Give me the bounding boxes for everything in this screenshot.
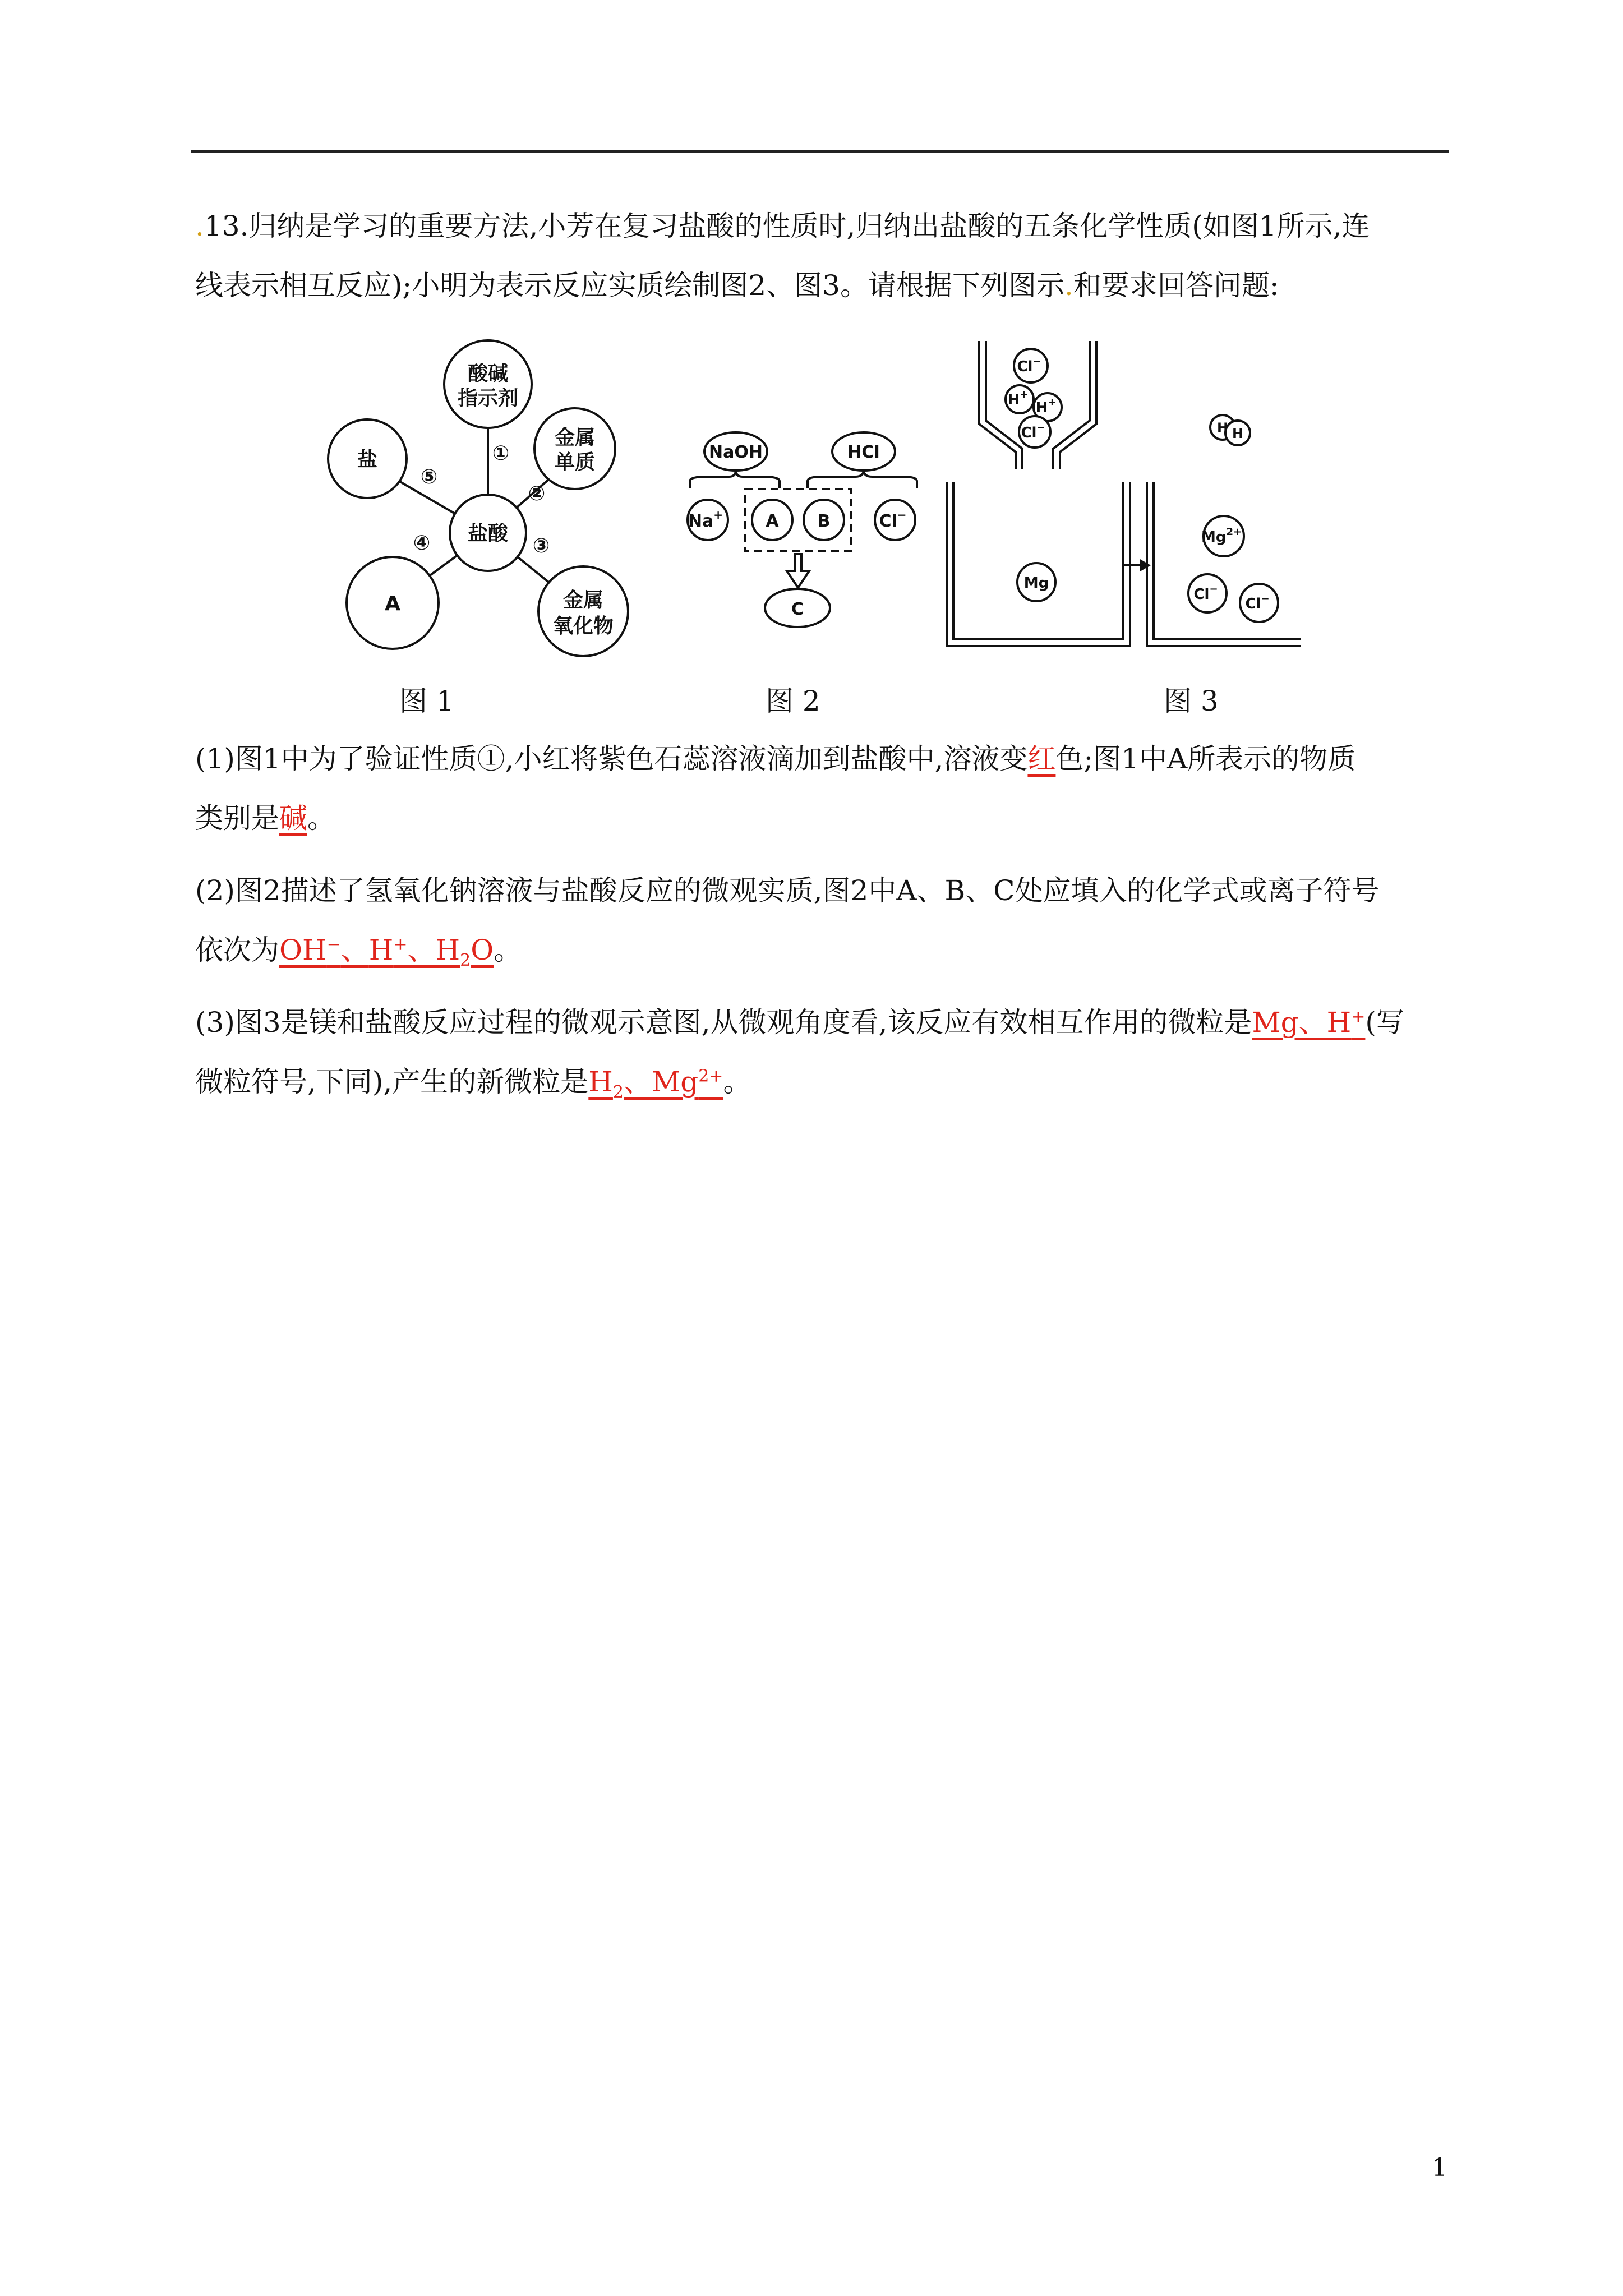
fig2-b: B bbox=[817, 511, 831, 531]
q2-h-charge: + bbox=[393, 934, 408, 955]
question-text-2b: 和要求回答问题: bbox=[1073, 269, 1279, 302]
fig1-oxide-1: 金属 bbox=[562, 589, 604, 612]
fig3-cl-symbol: Cl bbox=[1193, 586, 1210, 603]
q1-text-1: (1)图1中为了验证性质①,小红将紫色石蕊溶液滴加到盐酸中,溶液变 bbox=[195, 743, 1028, 775]
q2-line-2 bbox=[195, 920, 1451, 980]
fig2-a: A bbox=[766, 511, 779, 531]
question-text-2a: 线表示相互反应);小明为表示反应实质绘制图2、图3。请根据下列图示 bbox=[195, 269, 1064, 302]
fig2-cl-symbol: Cl bbox=[879, 511, 897, 531]
q3-h2-h: H bbox=[588, 1066, 613, 1098]
fig1-n3: ③ bbox=[532, 534, 550, 557]
q1-text-3: 类别是 bbox=[195, 802, 279, 835]
fig1-salt: 盐 bbox=[357, 448, 378, 471]
sub-question-2 bbox=[195, 861, 1451, 980]
q2-oh: OH bbox=[279, 934, 327, 966]
q3-mg-charge: 2+ bbox=[698, 1066, 723, 1086]
question-text-1: 13.归纳是学习的重要方法,小芳在复习盐酸的性质时,归纳出盐酸的五条化学性质(如图1所示,连 bbox=[204, 210, 1370, 242]
fig2-hcl: HCl bbox=[847, 442, 880, 462]
fig2-naoh: NaOH bbox=[709, 442, 763, 462]
fig3-cl-charge: − bbox=[1032, 356, 1041, 367]
q3-answer-mg-h: Mg、H bbox=[1252, 1006, 1352, 1039]
fig3-h-symbol: H bbox=[1035, 399, 1048, 416]
fig3-h-atom-1: H bbox=[1216, 420, 1229, 436]
q1-answer-category: 碱 bbox=[279, 802, 307, 835]
fig1-metal-1: 金属 bbox=[554, 426, 596, 449]
q2-h2o-o: O bbox=[471, 934, 494, 966]
figure-diagrams bbox=[314, 336, 1301, 662]
edit-mark: . bbox=[1064, 269, 1073, 302]
q2-h2o-h: H bbox=[435, 934, 460, 966]
q2-sep: 、 bbox=[407, 934, 436, 966]
fig2-c: C bbox=[791, 600, 804, 619]
q2-oh-charge: − bbox=[326, 934, 341, 955]
fig1-a: A bbox=[385, 592, 400, 615]
q2-answer bbox=[279, 934, 494, 970]
q3-h2-sub: 2 bbox=[612, 1082, 624, 1102]
header-rule bbox=[191, 150, 1449, 153]
q3-text-1: (3)图3是镁和盐酸反应过程的微观示意图,从微观角度看,该反应有效相互作用的微粒是 bbox=[195, 1006, 1252, 1039]
fig2-cl-charge: − bbox=[897, 508, 907, 522]
q1-line-2 bbox=[195, 789, 1451, 848]
q3-answer-particles bbox=[1252, 1006, 1365, 1039]
fig3-cl-charge: − bbox=[1261, 593, 1270, 605]
fig3-h-charge: + bbox=[1048, 397, 1057, 408]
q1-text-4: 。 bbox=[307, 802, 335, 835]
fig1-n1: ① bbox=[492, 442, 510, 465]
fig3-cl-charge: − bbox=[1036, 422, 1045, 434]
fig1-n5: ⑤ bbox=[420, 465, 438, 488]
question-line-1 bbox=[195, 196, 1451, 256]
page-number: 1 bbox=[1432, 2154, 1447, 2182]
q3-text-2: (写 bbox=[1365, 1006, 1404, 1039]
q2-end: 。 bbox=[494, 934, 522, 966]
fig1-indicator-1: 酸碱 bbox=[467, 362, 509, 385]
fig3-mg: Mg bbox=[1023, 575, 1049, 592]
fig3-h-charge: + bbox=[1020, 389, 1029, 400]
q1-text-2: 色;图1中A所表示的物质 bbox=[1055, 743, 1356, 775]
fig2-na-symbol: Na bbox=[688, 511, 714, 531]
sub-question-1 bbox=[195, 729, 1451, 848]
fig3-mg2-symbol: Mg bbox=[1201, 529, 1227, 546]
caption-figure-3: 图 3 bbox=[1164, 685, 1219, 717]
q3-text-3: 微粒符号,下同),产生的新微粒是 bbox=[195, 1066, 589, 1098]
fig1-center: 盐酸 bbox=[467, 522, 509, 545]
q2-sep: 、 bbox=[340, 934, 369, 966]
fig1-n4: ④ bbox=[413, 532, 431, 555]
fig3-cl-symbol: Cl bbox=[1021, 425, 1037, 441]
fig3-cl-symbol: Cl bbox=[1017, 358, 1033, 375]
edit-mark: . bbox=[195, 210, 204, 242]
q2-line-1: (2)图2描述了氢氧化钠溶液与盐酸反应的微观实质,图2中A、B、C处应填入的化学式或离子符号 bbox=[195, 874, 1380, 907]
fig2-na-charge: + bbox=[713, 508, 723, 522]
question-line-2 bbox=[195, 256, 1451, 315]
fig3-h-symbol: H bbox=[1007, 391, 1020, 408]
caption-figure-1: 图 1 bbox=[399, 685, 454, 717]
q3-mg: Mg bbox=[652, 1066, 699, 1098]
fig3-cl-symbol: Cl bbox=[1245, 596, 1261, 612]
fig3-h-atom-2: H bbox=[1232, 426, 1244, 441]
figures bbox=[314, 336, 1301, 662]
fig3-cl-charge: − bbox=[1209, 583, 1218, 595]
q3-answer-h-charge: + bbox=[1351, 1007, 1366, 1027]
fig1-oxide-2: 氧化物 bbox=[552, 615, 614, 638]
fig1-n2: ② bbox=[528, 482, 546, 505]
q3-answer-new-particles bbox=[588, 1066, 723, 1102]
sub-question-3 bbox=[195, 993, 1451, 1112]
q3-line-1 bbox=[195, 993, 1451, 1052]
fig1-indicator-2: 指示剂 bbox=[457, 387, 519, 410]
q2-h: H bbox=[368, 934, 394, 966]
question-13 bbox=[195, 196, 1451, 315]
q3-line-2 bbox=[195, 1052, 1451, 1112]
q2-h2o-sub: 2 bbox=[460, 951, 471, 970]
q3-end: 。 bbox=[723, 1066, 751, 1098]
q1-answer-color: 红 bbox=[1027, 743, 1056, 775]
fig3-mg2-charge: 2+ bbox=[1226, 526, 1242, 538]
q2-text-2: 依次为 bbox=[195, 934, 279, 966]
fig1-metal-2: 单质 bbox=[554, 451, 596, 474]
caption-figure-2: 图 2 bbox=[766, 685, 820, 717]
q1-line-1 bbox=[195, 729, 1451, 789]
q3-sep: 、 bbox=[624, 1066, 652, 1098]
